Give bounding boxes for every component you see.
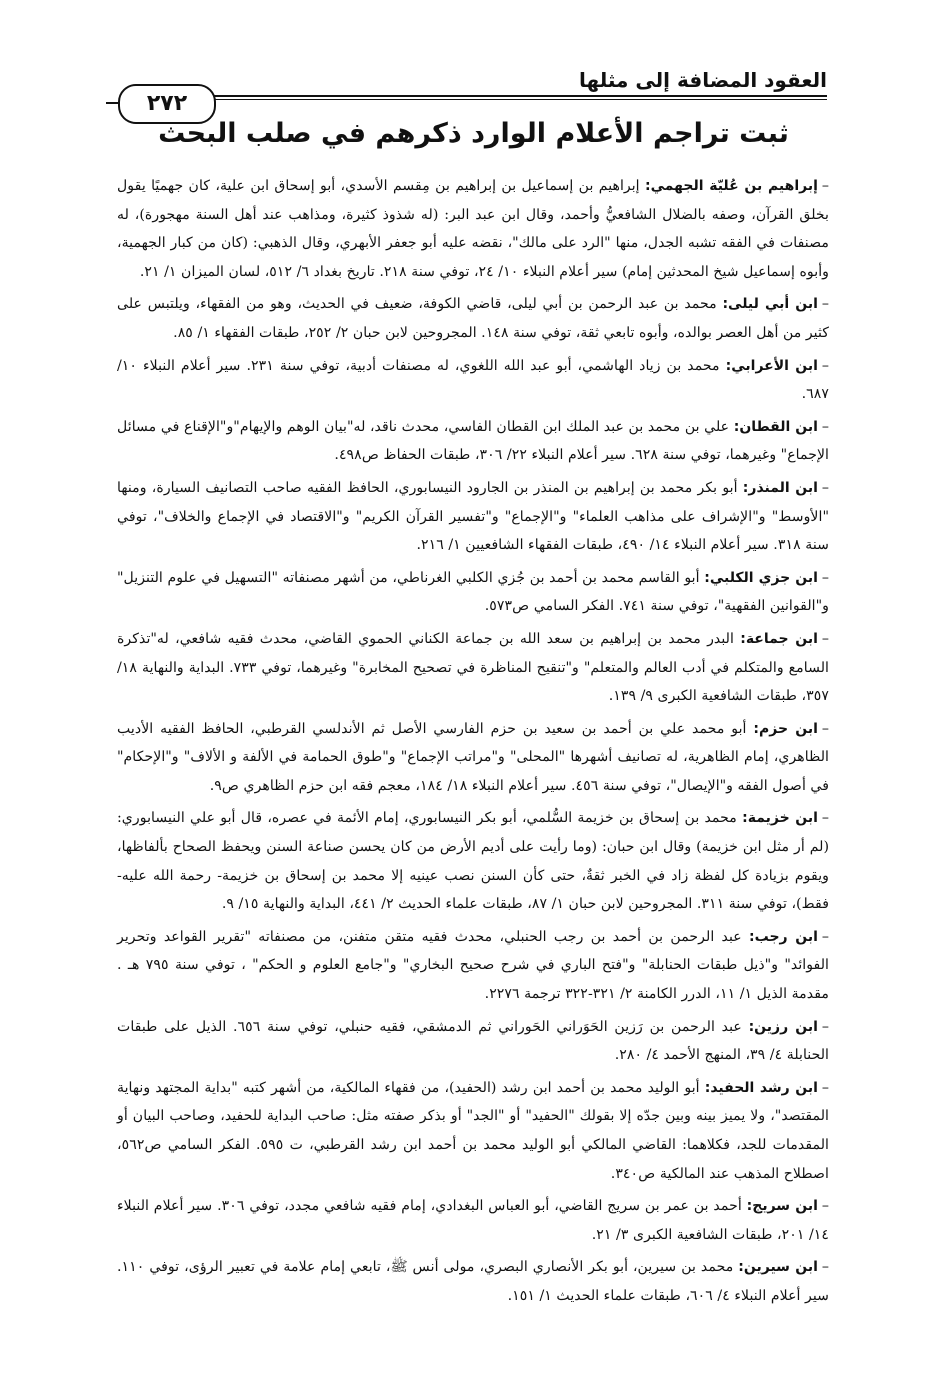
entry-name: ابن خزيمة: xyxy=(742,810,818,827)
biography-entry: –ابن رزين: عبد الرحمن بن رَزين الحَوَراني الحَوراني ثم الدمشقي، فقيه حنبلي، توفي سنة ٦٥٦. الذيل على طبقات الحنابلة ٤/ ٣٩، المنهج الأحمد ٤/ ٢٨٠. xyxy=(117,1018,829,1064)
entry-name: ابن سريج: xyxy=(746,1198,818,1215)
entry-name: ابن المنذر: xyxy=(742,479,818,496)
entry-name: ابن سيرين: xyxy=(738,1259,818,1276)
entry-name: ابن القطان: xyxy=(733,418,818,435)
entry-name: إبراهيم بن عُليّة الجهمي: xyxy=(644,178,818,194)
header-rule-thin xyxy=(120,99,827,100)
biography-entry: –إبراهيم بن عُليّة الجهمي: إبراهيم بن إسماعيل بن إبراهيم بن مِقسم الأسدي، أبو إسحاق ابن علية، كان جهميًا يقول بخلق القرآن، وصفه بالضلال الشافعيُّ وأحمد، وقال ابن عبد البر: (له شذوذ كثيرة، ومذاهب عند أهل السنة مهجورة)، له مصنفات في الفقه تشبه الجدل، منها "الرد على مالك"، نقضه عليه أبو جعفر الأبهري، وقال الذهبي: (كان من كبار الجهمية، وأبوه إسماعيل شيخ المحدثين إمام) سير أعلام النبلاء ١٠/ ٢٤، توفي سنة ٢١٨. تاريخ بغداد ٦/ ٥١٢، لسان الميزان ١/ ٢١. xyxy=(117,178,830,280)
entry-text: محمد بن زياد الهاشمي، أبو عبد الله اللغوي، له مصنفات أدبية، توفي سنة ٢٣١. سير أعلام النبلاء ١٠/ ٦٨٧. xyxy=(117,357,829,403)
biography-entry: –ابن الأعرابي: محمد بن زياد الهاشمي، أبو عبد الله اللغوي، له مصنفات أدبية، توفي سنة ٢٣١. سير أعلام النبلاء ١٠/ ٦٨٧. xyxy=(117,357,830,403)
biography-entry: –ابن القطان: علي بن محمد بن عبد الملك ابن القطان الفاسي، محدث ناقد، له"بيان الوهم والإيهام"و"الإقناع في مسائل الإجماع" وغيرهما، توفي سنة ٦٢٨. سير أعلام النبلاء ٢٢/ ٣٠٦، طبقات الحفاظ ص٤٩٨. xyxy=(117,418,829,464)
entry-name: ابن رزين: xyxy=(748,1018,818,1035)
entry-text: عبد الرحمن بن أحمد بن رجب الحنبلي، محدث فقيه متقن متفنن، من مصنفاته "تقرير القواعد وتحرير الفوائد" و"ذيل طبقات الحنابلة" و"فتح الباري في شرح صحيح البخاري" و"جامع العلوم و الحكم" ، توفي سنة ٧٩٥ هـ . مقدمة الذيل ١/ ١١، الدرر الكامنة ٢/ ٣٢١-٣٢٢ ترجمة ٢٢٧٦. xyxy=(117,928,829,1003)
entry-name: ابن رشد الحفيد: xyxy=(704,1079,818,1096)
entry-text: أبو القاسم محمد بن أحمد بن جُزي الكلبي الغرناطي، من أشهر مصنفاته "التسهيل في علوم التنزيل" و"القوانين الفقهية"، توفي سنة ٧٤١. الفكر السامي ص٥٧٣. xyxy=(117,569,829,615)
biography-list xyxy=(117,172,829,1315)
biography-entry: –ابن خزيمة: محمد بن إسحاق بن خزيمة السُّلمي، أبو بكر النيسابوري، إمام الأئمة في عصره، قال أبو علي النيسابوري: (لم أر مثل ابن خزيمة) وقال ابن حبان: (وما رأيت على أديم الأرض من كان يحسن صناعة السنن ويحفظ الصحاح بألفاظها، ويقوم بزيادة كل لفظة زاد في الخبر ثقةٌ، حتى كأن السنن نصب عينيه إلا محمد بن إسحاق بن خزيمة- رحمة الله عليه- فقط)، توفي سنة ٣١١. المجروحين لابن حبان ١/ ٨٧، طبقات علماء الحديث ٢/ ٤٤١، البداية والنهاية ١٥/ ٩. xyxy=(117,810,830,913)
biography-entry: –ابن سريج: أحمد بن عمر بن سريج القاضي، أبو العباس البغدادي، إمام فقيه شافعي مجدد، توفي ٣٠٦. سير أعلام النبلاء ١٤/ ٢٠١، طبقات الشافعية الكبرى ٣/ ٢١. xyxy=(117,1198,829,1243)
entry-name: ابن جماعة: xyxy=(740,630,818,647)
entry-text: محمد بن عبد الرحمن بن أبي ليلى، قاضي الكوفة، ضعيف في الحديث، وهو من الفقهاء، ويلتبس على كثير من أهل العصر بوالده، وأبوه تابعي ثقة، توفي سنة ١٤٨. المجروحين لابن حبان ٢/ ٢٥٢، طبقات الفقهاء ١/ ٨٥. xyxy=(117,296,829,341)
biography-entry: –ابن رجب: عبد الرحمن بن أحمد بن رجب الحنبلي، محدث فقيه متقن متفنن، من مصنفاته "تقرير القواعد وتحرير الفوائد" و"ذيل طبقات الحنابلة" و"فتح الباري في شرح صحيح البخاري" و"جامع العلوم و الحكم" ، توفي سنة ٧٩٥ هـ . مقدمة الذيل ١/ ١١، الدرر الكامنة ٢/ ٣٢١-٣٢٢ ترجمة ٢٢٧٦. xyxy=(117,928,829,1003)
biography-entry: –ابن حزم: أبو محمد علي بن أحمد بن سعيد بن حزم الفارسي الأصل ثم الأندلسي القرطبي، الحافظ الفقيه الأديب الظاهري، إمام الظاهرية، له تصانيف أشهرها "المحلى" و"مراتب الإجماع" و"طوق الحمامة في الألفة و الألاف" و"الإحكام" في أصول الفقه و"الإيصال"، توفي سنة ٤٥٦. سير أعلام النبلاء ١٨/ ١٨٤، معجم فقه ابن حزم الظاهري ص٩. xyxy=(117,720,830,794)
entry-text: محمد بن سيرين، أبو بكر الأنصاري البصري، مولى أنس ﷺ، تابعي إمام علامة في تعبير الرؤى، توفي ١١٠. سير أعلام النبلاء ٤/ ٦٠٦، طبقات علماء الحديث ١/ ١٥١. xyxy=(117,1259,829,1304)
biography-entry: –ابن رشد الحفيد: أبو الوليد محمد بن أحمد ابن رشد (الحفيد)، من فقهاء المالكية، من أشهر كتبه "بداية المجتهد ونهاية المقتصد"، ولا يميز بينه وبين جدّه إلا بقولك "الحفيد" أو "الجد" أو بذكر صفته مثل: صاحب البداية للحفيد، وصاحب البيان أو المقدمات للجد، فكلاهما: القاضي المالكي أبو الوليد محمد بن أحمد ابن رشد القرطبي، ت ٥٩٥. الفكر السامي ص٥٦٢، اصطلاح المذهب عند المالكية ص٣٤٠. xyxy=(117,1079,829,1182)
biography-entry: –ابن أبي ليلى: محمد بن عبد الرحمن بن أبي ليلى، قاضي الكوفة، ضعيف في الحديث، وهو من الفقهاء، ويلتبس على كثير من أهل العصر بوالده، وأبوه تابعي ثقة، توفي سنة ١٤٨. المجروحين لابن حبان ٢/ ٢٥٢، طبقات الفقهاء ١/ ٨٥. xyxy=(117,296,829,341)
section-title: ثبت تراجم الأعلام الوارد ذكرهم في صلب البحث xyxy=(158,118,789,149)
biography-entry: –ابن جزي الكلبي: أبو القاسم محمد بن أحمد بن جُزي الكلبي الغرناطي، من أشهر مصنفاته "التسهيل في علوم التنزيل" و"القوانين الفقهية"، توفي سنة ٧٤١. الفكر السامي ص٥٧٣. xyxy=(117,569,829,615)
entry-text: علي بن محمد بن عبد الملك ابن القطان الفاسي، محدث ناقد، له"بيان الوهم والإيهام"و"الإقناع في مسائل الإجماع" وغيرهما، توفي سنة ٦٢٨. سير أعلام النبلاء ٢٢/ ٣٠٦، طبقات الحفاظ ص٤٩٨. xyxy=(117,418,829,464)
page-number-tick xyxy=(106,102,118,104)
page-header xyxy=(120,60,827,116)
entry-text: أبو بكر محمد بن إبراهيم بن المنذر بن الجارود النيسابوري، الحافظ الفقيه صاحب التصانيف السيارة، ومنها "الأوسط" و"الإشراف على مذاهب العلماء" و"الإجماع" و"تفسير القرآن الكريم" و"الاقتصاد في الإجماع والخلاف"، توفي سنة ٣١٨. سير أعلام النبلاء ١٤/ ٤٩٠، طبقات الفقهاء الشافعيين ١/ ٢١٦. xyxy=(117,479,829,554)
entry-text: أحمد بن عمر بن سريج القاضي، أبو العباس البغدادي، إمام فقيه شافعي مجدد، توفي ٣٠٦. سير أعلام النبلاء ١٤/ ٢٠١، طبقات الشافعية الكبرى ٣/ ٢١. xyxy=(117,1198,829,1243)
entry-text: أبو الوليد محمد بن أحمد ابن رشد (الحفيد)، من فقهاء المالكية، من أشهر كتبه "بداية المجتهد ونهاية المقتصد"، ولا يميز بينه وبين جدّه إلا بقولك "الحفيد" أو "الجد" أو بذكر صفته مثل: صاحب البداية للحفيد، وصاحب البيان أو المقدمات للجد، فكلاهما: القاضي المالكي أبو الوليد محمد بن أحمد ابن رشد القرطبي، ت ٥٩٥. الفكر السامي ص٥٦٢، اصطلاح المذهب عند المالكية ص٣٤٠. xyxy=(117,1079,829,1182)
entry-name: ابن رجب: xyxy=(749,928,818,945)
entry-name: ابن الأعرابي: xyxy=(725,357,818,374)
header-rule xyxy=(120,95,827,97)
entry-name: ابن جزي الكلبي: xyxy=(704,569,818,586)
entry-text: البدر محمد بن إبراهيم بن سعد الله بن جماعة الكناني الحموي القاضي، محدث فقيه شافعي، له"تذكرة السامع والمتكلم في أدب العالم والمتعلم" و"تنقيح المناظرة في تصحيح المخابرة" وغيرهما، توفي ٧٣٣. البداية والنهاية ١٨/ ٣٥٧، طبقات الشافعية الكبرى ٩/ ١٣٩. xyxy=(117,630,830,705)
page-number: ٢٧٢ xyxy=(118,84,216,124)
entry-text: محمد بن إسحاق بن خزيمة السُّلمي، أبو بكر النيسابوري، إمام الأئمة في عصره، قال أبو علي النيسابوري: (لم أر مثل ابن خزيمة) وقال ابن حبان: (وما رأيت على أديم الأرض من كان يحسن صناعة السنن ويحفظ الصحاح بألفاظها، ويقوم بزيادة كل لفظة زاد في الخبر ثقةٌ، حتى كأن السنن نصب عينيه إلا محمد بن إسحاق بن خزيمة- رحمة الله عليه- فقط)، توفي سنة ٣١١. المجروحين لابن حبان ١/ ٨٧، طبقات علماء الحديث ٢/ ٤٤١، البداية والنهاية ١٥/ ٩. xyxy=(117,810,829,913)
entry-text: أبو محمد علي بن أحمد بن سعيد بن حزم الفارسي الأصل ثم الأندلسي القرطبي، الحافظ الفقيه الأديب الظاهري، إمام الظاهرية، له تصانيف أشهرها "المحلى" و"مراتب الإجماع" و"طوق الحمامة في الألفة و الألاف" و"الإحكام" في أصول الفقه و"الإيصال"، توفي سنة ٤٥٦. سير أعلام النبلاء ١٨/ ١٨٤، معجم فقه ابن حزم الظاهري ص٩. xyxy=(117,720,829,794)
running-title: العقود المضافة إلى مثلها xyxy=(579,68,827,92)
biography-entry: –ابن جماعة: البدر محمد بن إبراهيم بن سعد الله بن جماعة الكناني الحموي القاضي، محدث فقيه شافعي، له"تذكرة السامع والمتكلم في أدب العالم والمتعلم" و"تنقيح المناظرة في تصحيح المخابرة" وغيرهما، توفي ٧٣٣. البداية والنهاية ١٨/ ٣٥٧، طبقات الشافعية الكبرى ٩/ ١٣٩. xyxy=(117,630,830,705)
biography-entry: –ابن سيرين: محمد بن سيرين، أبو بكر الأنصاري البصري، مولى أنس ﷺ، تابعي إمام علامة في تعبير الرؤى، توفي ١١٠. سير أعلام النبلاء ٤/ ٦٠٦، طبقات علماء الحديث ١/ ١٥١. xyxy=(117,1259,829,1304)
entry-name: ابن أبي ليلى: xyxy=(722,296,818,313)
entry-name: ابن حزم: xyxy=(753,720,818,737)
entry-text: إبراهيم بن إسماعيل بن إبراهيم بن مِقسم الأسدي، أبو إسحاق ابن علية، كان جهميًا يقول بخلق القرآن، وصفه بالضلال الشافعيُّ وأحمد، وقال ابن عبد البر: (له شذوذ كثيرة، ومذاهب عند أهل السنة مهجورة)، له مصنفات في الفقه تشبه الجدل، منها "الرد على مالك"، نقضه عليه أبو جعفر الأبهري، وقال الذهبي: (كان من كبار الجهمية، وأبوه إسماعيل شيخ المحدثين إمام) سير أعلام النبلاء ١٠/ ٢٤، توفي سنة ٢١٨. تاريخ بغداد ٦/ ٥١٢، لسان الميزان ١/ ٢١. xyxy=(117,178,829,280)
entry-text: عبد الرحمن بن رَزين الحَوَراني الحَوراني ثم الدمشقي، فقيه حنبلي، توفي سنة ٦٥٦. الذيل على طبقات الحنابلة ٤/ ٣٩، المنهج الأحمد ٤/ ٢٨٠. xyxy=(117,1018,829,1064)
biography-entry: –ابن المنذر: أبو بكر محمد بن إبراهيم بن المنذر بن الجارود النيسابوري، الحافظ الفقيه صاحب التصانيف السيارة، ومنها "الأوسط" و"الإشراف على مذاهب العلماء" و"الإجماع" و"تفسير القرآن الكريم" و"الاقتصاد في الإجماع والخلاف"، توفي سنة ٣١٨. سير أعلام النبلاء ١٤/ ٤٩٠، طبقات الفقهاء الشافعيين ١/ ٢١٦. xyxy=(117,479,830,554)
